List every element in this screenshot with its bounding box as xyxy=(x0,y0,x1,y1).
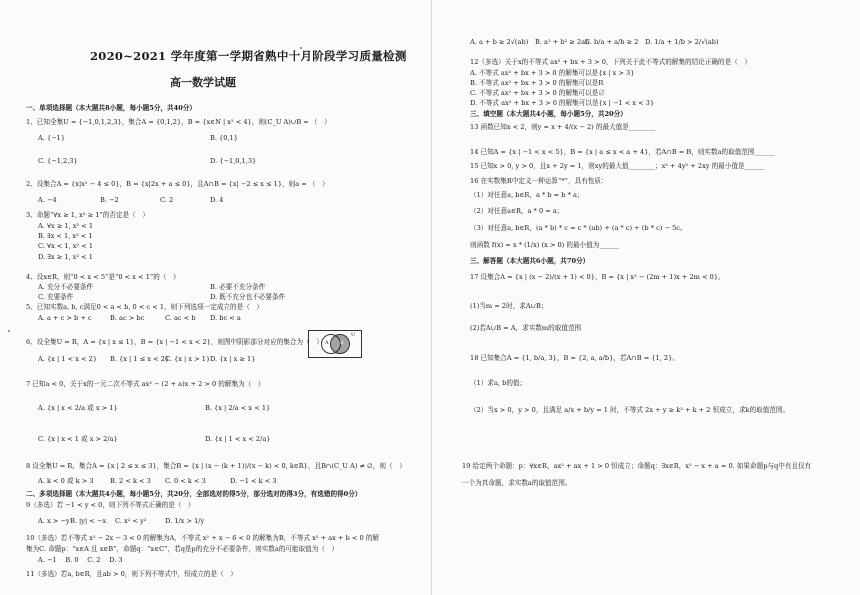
question-line: A. −1 B. 0 C. 2 D. 3 xyxy=(38,556,123,564)
question-line: 三、填空题（本大题共4小题，每小题5分，共20分） xyxy=(470,110,627,118)
question-line: 13 函数已知x < 2，则y = x + 4/(x − 2) 的最大值是________ xyxy=(470,123,656,131)
question-line: B. 不等式 ax² + bx + 3 > 0 的解集可以是R xyxy=(470,79,604,87)
question-line: C. 2 xyxy=(160,196,174,204)
question-line: D. 1/a + 1/b > 2/√(ab) xyxy=(645,38,719,46)
question-line: D. {x | x ≥ 1} xyxy=(210,355,256,363)
page-fold xyxy=(431,0,432,595)
question-line: B. {x | 1 ≤ x < 2} xyxy=(110,355,170,363)
question-line: A. k < 0 或 k > 3 xyxy=(38,477,94,485)
question-line: B. a² + b² ≥ 2ab xyxy=(535,38,590,46)
question-line: 一、单项选择题（本大题共8小题，每小题5分，共40分） xyxy=(26,104,197,112)
exam-title: 2020~2021 学年度第一学期省熟中十月阶段学习质量检测 xyxy=(90,49,407,63)
question-line: 三、解答题（本大题共6小题，共70分） xyxy=(470,257,590,265)
question-line: 15 已知x > 0, y > 0，且x + 2y = 1，则xy的最大值________；x² + 4y² + 2xy 的最小值是______ xyxy=(470,162,765,170)
question-line: B. {x | 2/a < x < 1} xyxy=(205,404,271,412)
question-line: D. {x | 1 < x < 2/a} xyxy=(205,435,271,443)
question-line: （1）对任意a, b∈R，a * b = b * a； xyxy=(470,191,584,199)
question-line: 4、设x∈R，则“0 < x < 5”是“0 < x < 1”的（ ） xyxy=(26,273,180,281)
question-line: 7 已知a < 0，关于x的一元二次不等式 ax² − (2 + a)x + 2 > 0 的解集为（ ） xyxy=(26,380,265,388)
question-line: 9（多选）若 −1 < y < 0，则下列不等式正确的是（ ） xyxy=(26,501,195,509)
question-line: A. {−1} xyxy=(38,134,66,142)
question-line: C. ∀x < 1, x² < 1 xyxy=(38,242,94,250)
question-line: A. −4 xyxy=(38,196,57,204)
venn-label-u: U xyxy=(351,332,356,338)
question-line: （3）对任意a, b∈R，(a * b) * c = c * (ab) + (a * c) + (b * c) − 5c。 xyxy=(470,224,687,232)
question-line: C. {−1,2,3} xyxy=(38,157,78,165)
question-line: D. 1/x > 1/y xyxy=(165,517,205,525)
question-line: A. 不等式 ax² + bx + 3 > 0 的解集可以是{x | x > 3} xyxy=(470,69,635,77)
question-line: B. ac > bc xyxy=(110,314,145,322)
question-line: D. −1 < k < 3 xyxy=(230,477,277,485)
exam-subtitle: 高一数学试题 xyxy=(170,76,236,89)
question-line: C. {x | x < 1 或 x > 2/a} xyxy=(38,435,118,443)
question-line: B. −2 xyxy=(100,196,119,204)
hole-punch-dot xyxy=(300,47,302,49)
question-line: B. 必要不充分条件 xyxy=(210,283,266,291)
question-line: B. {0,1} xyxy=(210,134,238,142)
question-line: (1)当m = 2时，求A∪B； xyxy=(470,302,548,310)
question-line: 8 设全集U = R，集合A = {x | 2 ≤ x ≤ 3}，集合B = {x | (x − (k + 1))/(x − k) < 0, k∈R}，且B∩(C_U A) ≠ ∅，则（ ） xyxy=(26,462,406,470)
question-line: C. 0 < k < 3 xyxy=(165,477,206,485)
question-line: C. {x | x > 1} xyxy=(165,355,211,363)
question-line: （2）对任意a∈R，a * 0 = a； xyxy=(470,207,564,215)
question-line: 6、设全集U = R，A = {x | x ≤ 1}，B = {x | −1 < x < 2}，则图中阴影部分对应的集合为（ ） xyxy=(26,338,323,346)
question-line: B. ∃x < 1, x² < 1 xyxy=(38,232,93,240)
question-line: C. x² < y² xyxy=(115,517,147,525)
question-line: A. {x | x < 2/a 或 x > 1} xyxy=(38,404,118,412)
question-line: D. 不等式 ax² + bx + 3 > 0 的解集可以是{x | −1 < x < 3} xyxy=(470,99,655,107)
question-line: 16 在实数集R中定义一种运算“*”，具有性质： xyxy=(470,177,608,185)
venn-label-a: A xyxy=(325,340,329,346)
question-line: 19 给定两个命题：p：∀x∈R，ax² + ax + 1 > 0 恒成立；命题q：∃x∈R，x² − x + a = 0. 如果命题p与q中有且仅有 xyxy=(462,462,812,470)
question-line: D. 4 xyxy=(210,196,224,204)
question-line: (2)若A∪B = A，求实数m的取值范围 xyxy=(470,324,582,332)
question-line: A. ∀x ≥ 1, x² < 1 xyxy=(38,222,94,230)
question-line: C. 不等式 ax² + bx + 3 > 0 的解集可以是∅ xyxy=(470,89,605,97)
hole-punch-dot xyxy=(8,330,10,332)
question-line: 一个为真命题，求实数a的取值范围。 xyxy=(462,479,572,487)
question-line: B. |y| < −x xyxy=(70,517,107,525)
venn-label-b: B xyxy=(340,340,344,346)
question-line: C. ac < b xyxy=(165,314,196,322)
question-line: 集为C. 命题p：“x∈A 且 x∈B”，命题q：“x∈C”，若q是p的充分不必要条件，则实数a的可能取值为（ ） xyxy=(26,545,339,553)
question-line: A. a + c > b + c xyxy=(38,314,92,322)
question-line: C. 充要条件 xyxy=(38,293,74,301)
question-line: A. x > −y xyxy=(38,517,70,525)
question-line: B. 2 < k < 3 xyxy=(110,477,151,485)
question-line: 则函数 f(x) = x * (1/x) (x > 0) 的最小值为______ xyxy=(470,241,620,249)
question-line: C. b/a + a/b ≥ 2 xyxy=(585,38,639,46)
question-line: 14 已知A = {x | −1 < x < 5}，B = {x | a ≤ x < a + 4}，若A∩B = B，则实数a的取值范围______ xyxy=(470,148,775,156)
question-line: D. bc < a xyxy=(210,314,241,322)
question-line: （2）当x > 0，y > 0，且满足 a/x + b/y = 1 时，不等式 2x + y ≥ k² + k + 2 恒成立，求k的取值范围。 xyxy=(470,406,790,414)
question-line: 1、已知全集U = {−1,0,1,2,3}，集合A = {0,1,2}，B = {x∈N | x² < 4}，则(C_U A)∪B = （ ） xyxy=(26,118,331,126)
question-line: 二、多项选择题（本大题共4小题，每小题5分，共20分，全部选对的得5分，部分选对的得3分，有选错的得0分） xyxy=(26,490,362,498)
question-line: 18 已知集合A = {1, b/a, 3}，B = {2, a, a/b}，若A∩B = {1, 2}。 xyxy=(470,354,679,362)
question-line: 17 设集合A = {x | (x − 2)/(x + 1) < 0}，B = {x | x² − (2m + 1)x + 2m < 0}。 xyxy=(470,273,725,281)
question-line: D. ∃x ≥ 1, x² < 1 xyxy=(38,253,93,261)
question-line: 12（多选）关于x的不等式 ax² + bx + 3 > 0，下列关于此不等式的解集的结论正确的是（ ） xyxy=(470,58,751,66)
question-line: D. 既不充分也不必要条件 xyxy=(210,293,286,301)
question-line: D. {−1,0,1,3} xyxy=(210,157,257,165)
question-line: 2、设集合A = {x|x² − 4 ≤ 0}，B = {x|2x + a ≤ 0}，且A∩B = {x| −2 ≤ x ≤ 1}，则a = （ ） xyxy=(26,180,329,188)
question-line: 10（多选）若不等式 x² − 2x − 3 < 0 的解集为A，不等式 x² + x − 6 < 0 的解集为B，不等式 x² + ax + b < 0 的解 xyxy=(26,534,380,542)
question-line: A. {x | 1 < x < 2} xyxy=(38,355,98,363)
question-line: 11（多选）若a, b∈R，且ab > 0，则下列不等式中，恒成立的是（ ） xyxy=(26,570,237,578)
question-line: A. 充分不必要条件 xyxy=(38,283,94,291)
question-line: 3、命题“∀x ≥ 1, x² ≥ 1”的否定是（ ） xyxy=(26,211,149,219)
question-line: （1）求a, b的值； xyxy=(470,379,527,387)
venn-diagram xyxy=(308,330,362,358)
question-line: A. a + b ≥ 2√(ab) xyxy=(470,38,529,46)
question-line: 5、已知实数a, b, c满足0 < a < b, 0 < c < 1，则下列选项一定成立的是（ ） xyxy=(26,303,263,311)
